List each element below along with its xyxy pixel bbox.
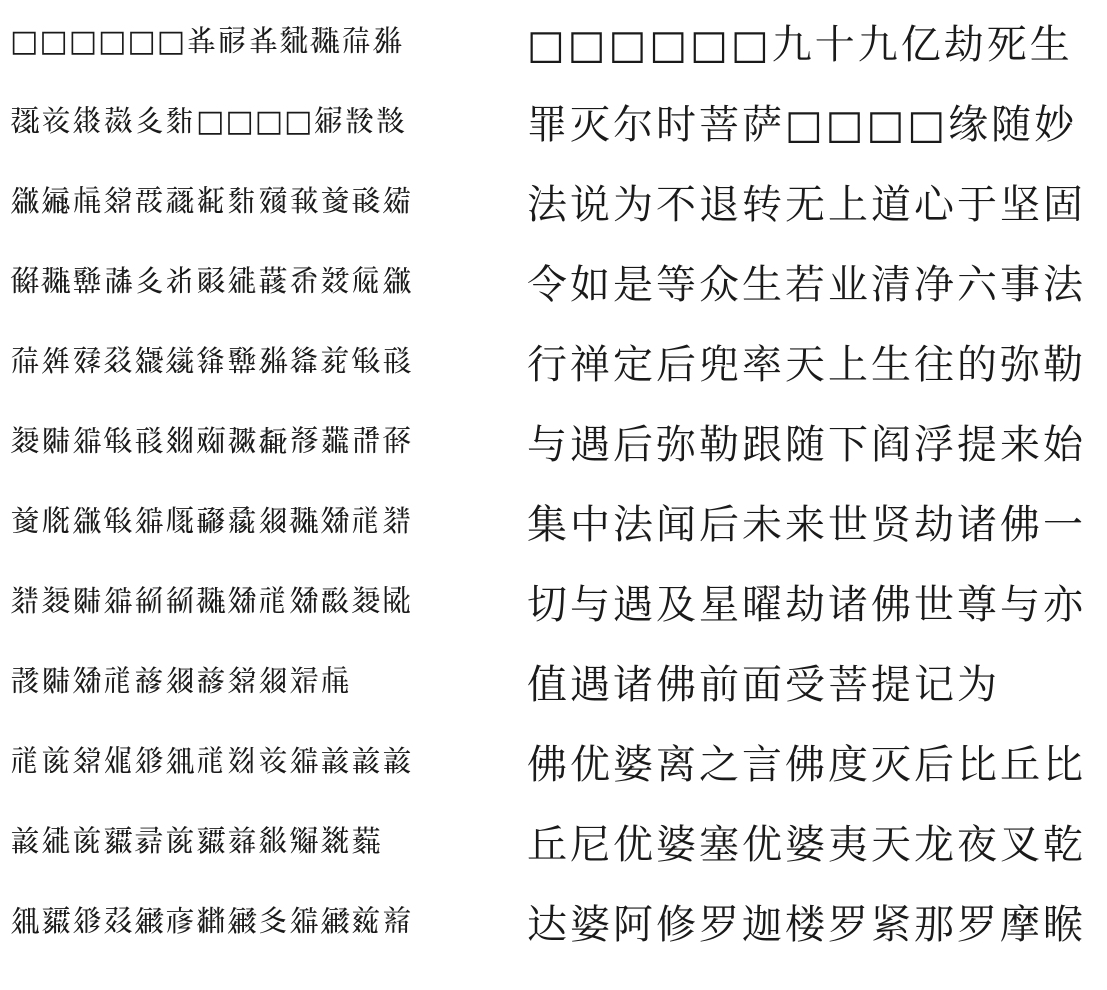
chinese-line: 罪灭尔时菩萨□□□□缘随妙 (527, 102, 1078, 148)
chinese-line: 丘尼优婆塞优婆夷天龙夜叉乾 (527, 822, 1086, 868)
tangut-line: 𘄄𘉐𗽀𗙏𗒘𗤓𗒘𗿈𗤓𘁽𗍫 (10, 664, 351, 699)
chinese-text-column (527, 16, 1107, 976)
tangut-line: 𗙏𗐯𗿈𗏞𗤁𗤀𗙏𘋨𘝞𗦗𗓁𗓁𗓁 (10, 744, 413, 779)
tangut-line: 𗖰𘝞𗩀𗖷𗢨𘘦□□□□𗦜𘕗𘕕 (10, 104, 407, 139)
chinese-line: 法说为不退转无上道心于坚固 (527, 182, 1086, 228)
chinese-line: 行禅定后兜率天上生往的弥勒 (527, 342, 1086, 388)
chinese-line: 与遇后弥勒跟随下阎浮提来始 (527, 422, 1086, 468)
chinese-line: 切与遇及星曜劫诸佛世尊与亦 (527, 582, 1086, 628)
tangut-line: 𗤀𗸸𗤁𘄴𗪺𗇋𘂤𗪺𗾆𗦗𗪺𗒷𗓀 (10, 904, 413, 939)
tangut-line: 𘐀𘉐𗦗𘓐𗟨𗾞𗠫𗗂𘓂𘃡𗷒𗰠𘆤 (10, 424, 413, 459)
tangut-line: 𘇂𗖵𗟞𗰜𗢨𘂆𘓯𗧓𗞞𘇰𘖑𗏁𗫡 (10, 264, 413, 299)
chinese-line: 集中法闻后未来世贤劫诸佛一 (527, 502, 1086, 548)
tangut-line: 𗒹𗅋𗫡𘓐𗦗𗅲𗸍𗲈𗤓𗖵𗽀𗙏𘐉 (10, 504, 413, 539)
chinese-line: 达婆阿修罗迦楼罗紧那罗摩睺 (527, 902, 1086, 948)
tangut-line: 𗓁𗧓𗐯𗸸𘝵𗐯𗸸𗒤𘔼𗌗𘐡𗞚 (10, 824, 382, 859)
chinese-line: 值遇诸佛前面受菩提记为 (527, 662, 1000, 708)
tangut-line: 𗫡𗩾𗍫𗿈𘟀𗹙𘕿𘘦𗸰𘆄𗒹𘈧𗩴 (10, 184, 413, 219)
tangut-line: 𘐉𘐀𘉐𗦗𗺟𗺟𗖵𗽀𗙏𗽀𘟂𘐀𗎫 (10, 584, 413, 619)
tangut-line: □□□□□□𘕰𗟲𘕰𘙇𗖵𗗚𗉝 (10, 24, 404, 59)
chinese-line: 令如是等众生若业清净六事法 (527, 262, 1086, 308)
chinese-line: □□□□□□九十九亿劫死生 (527, 22, 1073, 68)
chinese-line: 佛优婆离之言佛度灭后比丘比 (527, 742, 1086, 788)
tangut-text-column (10, 16, 450, 976)
tangut-line: 𗗚𗤶𗸯𗳦𗿼𗦾𗌭𗟞𗉝𗌮𗐱𘓐𗟨 (10, 344, 413, 379)
